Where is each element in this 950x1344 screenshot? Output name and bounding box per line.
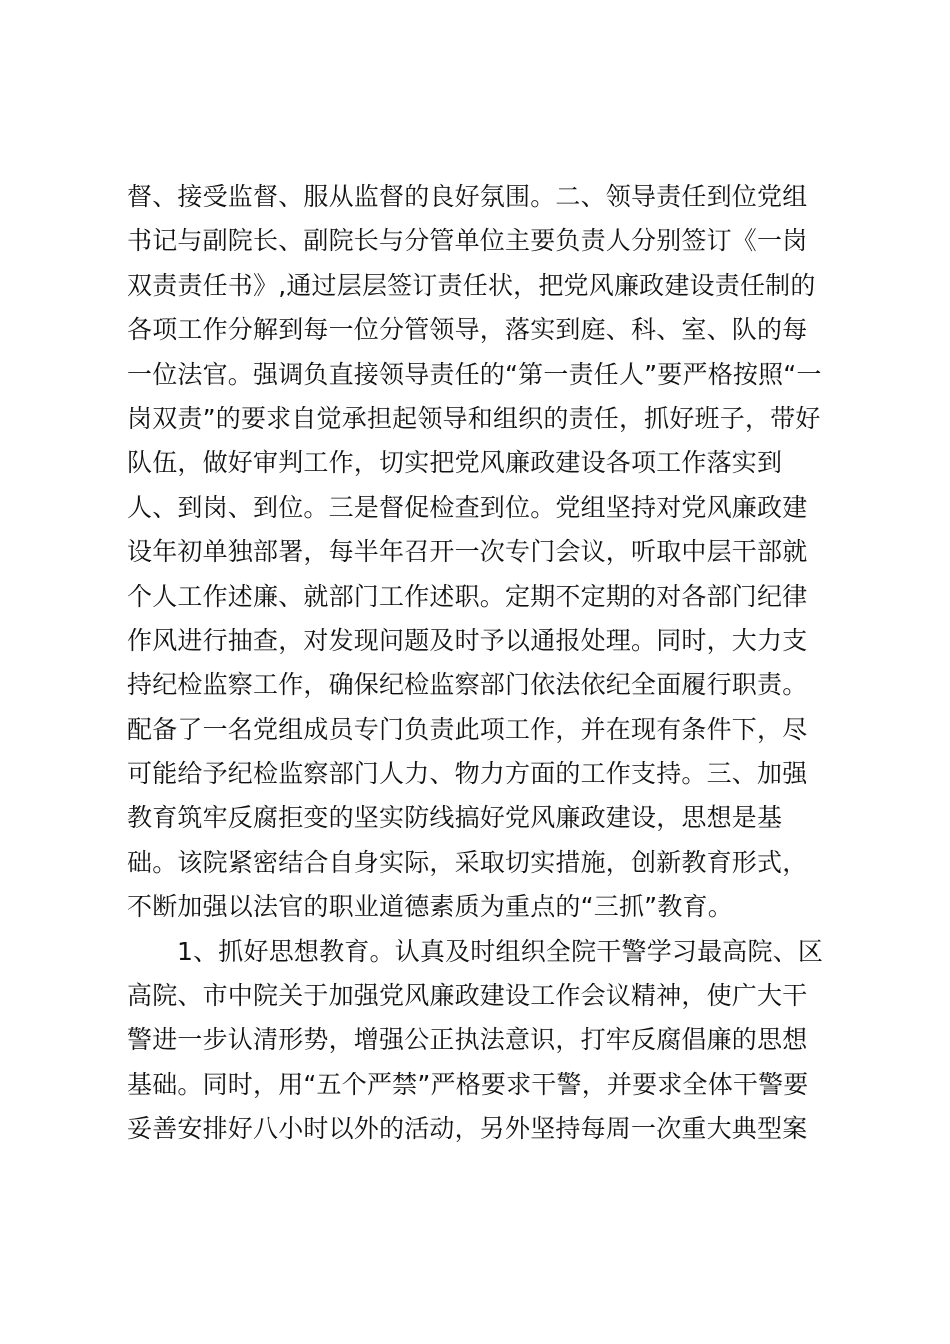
- text-line: 双责责任书》,通过层层签订责任状，把党风廉政建设责任制的: [127, 270, 816, 300]
- text-line: 持纪检监察工作，确保纪检监察部门依法依纪全面履行职责。: [127, 670, 808, 700]
- text-line: 警进一步认清形势，增强公正执法意识，打牢反腐倡廉的思想: [127, 1025, 808, 1055]
- text-line: 各项工作分解到每一位分管领导，落实到庭、科、室、队的每: [127, 315, 808, 345]
- text-line: 不断加强以法官的职业道德素质为重点的“三抓”教育。: [127, 892, 733, 922]
- text-line: 队伍，做好审判工作，切实把党风廉政建设各项工作落实到: [127, 448, 783, 478]
- text-line: 人、到岗、到位。三是督促检查到位。党组坚持对党风廉政建: [127, 492, 808, 522]
- text-line: 督、接受监督、服从监督的良好氛围。二、领导责任到位党组: [127, 182, 808, 211]
- text-line: 书记与副院长、副院长与分管单位主要负责人分别签订《一岗: [127, 226, 808, 256]
- text-line: 一位法官。强调负直接领导责任的“第一责任人”要严格按照“一: [127, 359, 822, 389]
- paragraph-start-line: 1、抓好思想教育。认真及时组织全院干警学习最高院、区: [177, 936, 824, 966]
- text-line: 配备了一名党组成员专门负责此项工作，并在现有条件下，尽: [127, 714, 808, 744]
- text-line: 基础。同时，用“五个严禁”严格要求干警，并要求全体干警要: [127, 1069, 809, 1099]
- text-line: 设年初单独部署，每半年召开一次专门会议，听取中层干部就: [127, 537, 808, 567]
- text-line: 岗双责”的要求自觉承担起领导和组织的责任，抓好班子，带好: [127, 403, 821, 433]
- text-line: 高院、市中院关于加强党风廉政建设工作会议精神，使广大干: [127, 981, 808, 1011]
- body-text: [127, 175, 847, 1152]
- text-line: 教育筑牢反腐拒变的坚实防线搞好党风廉政建设，思想是基: [127, 803, 783, 833]
- text-line: 可能给予纪检监察部门人力、物力方面的工作支持。三、加强: [127, 759, 808, 789]
- text-line: 个人工作述廉、就部门工作述职。定期不定期的对各部门纪律: [127, 581, 808, 611]
- text-line: 作风进行抽查，对发现问题及时予以通报处理。同时，大力支: [127, 625, 808, 655]
- text-line: 妥善安排好八小时以外的活动，另外坚持每周一次重大典型案: [127, 1114, 808, 1144]
- text-line: 础。该院紧密结合自身实际，采取切实措施，创新教育形式，: [127, 847, 808, 877]
